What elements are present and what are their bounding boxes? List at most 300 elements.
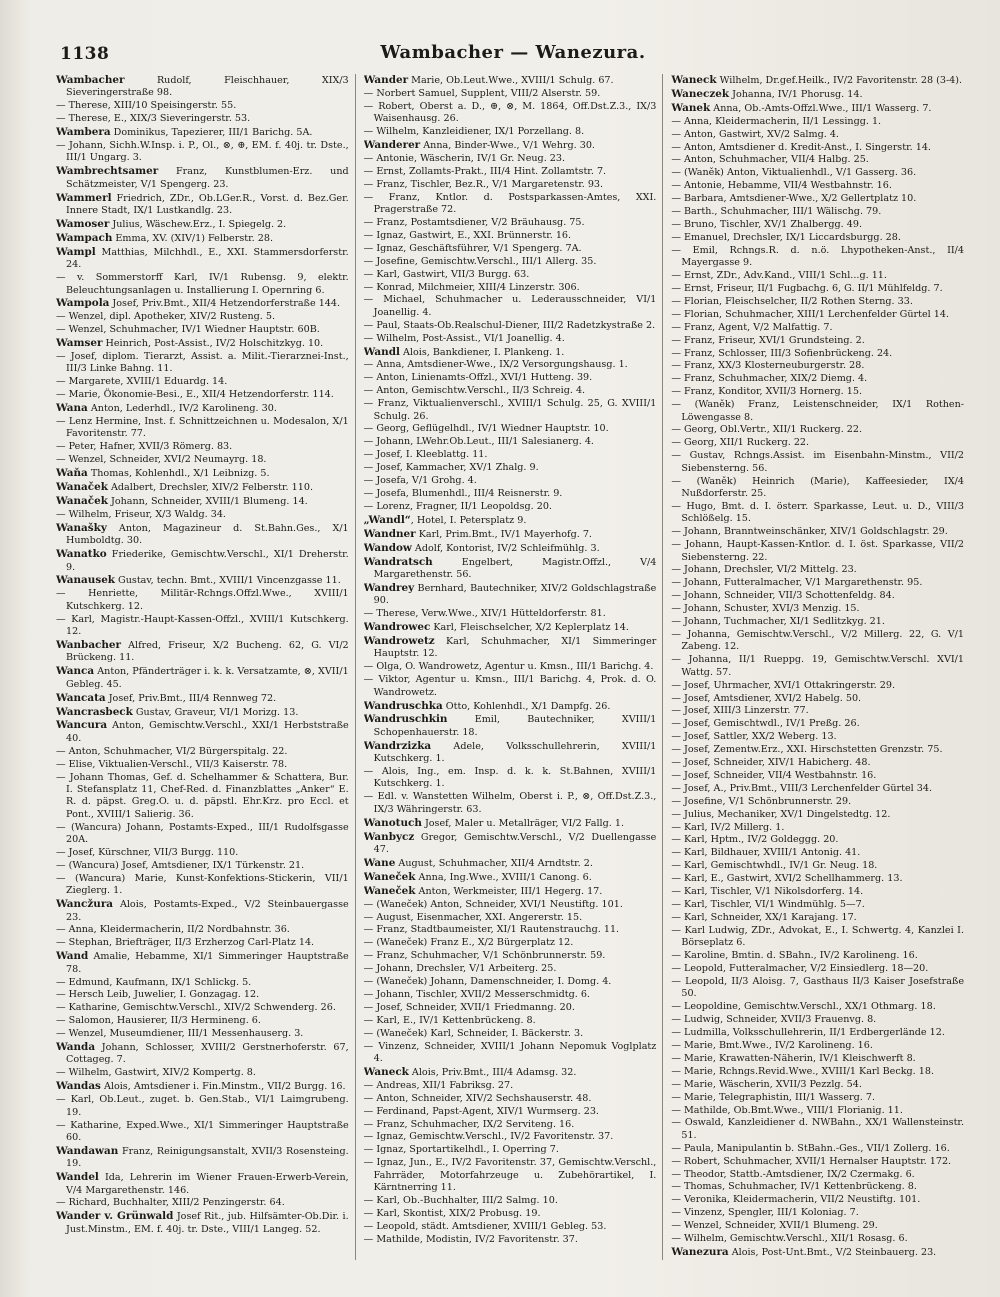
directory-entry <box>364 661 657 673</box>
entry-text: — Emil, Rchngs.R. d. n.ö. Lhypotheken-Anst., II/4 Mayergasse 9. <box>671 244 965 269</box>
entry-surname: Wandner <box>363 527 416 540</box>
directory-entry <box>364 899 657 911</box>
directory-entry <box>56 402 349 415</box>
directory-entry <box>56 74 349 100</box>
entry-text: — Oswald, Kanzleidiener d. NWBahn., XX/1 Wallensteinstr. 51. <box>671 1117 965 1141</box>
directory-entry <box>56 977 349 989</box>
directory-entry <box>56 706 349 719</box>
entry-text: — Henriette, Militär-Rchngs.Offzl.Wwe., XVIII/1 Kutschkerg. 12. <box>56 588 349 612</box>
entry-text: — Franz, Viktualienverschl., XVIII/1 Schulg. 25, G. XVIII/1 Schulg. 26. <box>363 398 657 422</box>
entry-text: — Andreas, XII/1 Fabriksg. 27. <box>363 1079 514 1091</box>
directory-entry <box>364 1144 657 1156</box>
directory-entry <box>364 256 657 268</box>
entry-surname: Wancura <box>56 719 108 732</box>
directory-entry <box>671 1220 964 1232</box>
entry-text: — Therese, Verw.Wwe., XIV/1 Hütteldorferstr. 81. <box>363 608 606 620</box>
directory-entry <box>671 757 964 769</box>
entry-surname: Waneček <box>363 884 416 897</box>
directory-entry <box>671 206 964 218</box>
entry-text: — (Waneček) Franz E., X/2 Bürgerplatz 12. <box>363 937 574 949</box>
entry-text: — Florian, Fleischselcher, II/2 Rothen Sterng. 33. <box>671 295 913 307</box>
entry-text: — Wenzel, Museumdiener, III/1 Messenhauserg. 3. <box>56 1028 304 1040</box>
directory-entry <box>364 791 657 816</box>
directory-entry <box>671 590 964 602</box>
directory-entry <box>671 373 964 385</box>
entry-surname: Wandrzizka <box>363 739 432 752</box>
entry-text: — Josef, Amtsdiener, XVI/2 Habelg. 50. <box>671 692 862 704</box>
entry-text: — Johann, Tischler, XVII/2 Messerschmidtg. 6. <box>363 988 590 1000</box>
directory-entry <box>671 886 964 898</box>
entry-text: Karl, Prim.Bmt., IV/1 Mayerhofg. 7. <box>415 528 592 540</box>
entry-surname: Wancata <box>56 691 106 704</box>
directory-entry <box>364 230 657 242</box>
entry-text: — Franz, Schuhmacher, IX/2 Serviteng. 16. <box>363 1118 575 1130</box>
directory-entry <box>56 337 349 350</box>
entry-text: Johanna, IV/1 Phorusg. 14. <box>729 88 863 100</box>
directory-entry <box>364 333 657 345</box>
entry-text: — Johann, Schneider, VII/3 Schottenfeldg. 84. <box>671 590 895 602</box>
entry-text: — Franz, Agent, V/2 Malfattig. 7. <box>671 321 833 333</box>
entry-text: — Anton, Amtsdiener d. Kredit-Anst., I. Singerstr. 14. <box>671 141 931 153</box>
entry-surname: Wanatko <box>56 548 107 561</box>
directory-entry <box>56 665 349 691</box>
directory-entry <box>364 989 657 1001</box>
entry-text: — Florian, Schuhmacher, XIII/1 Lerchenfelder Gürtel 14. <box>671 308 950 320</box>
directory-entry <box>56 495 349 508</box>
directory-entry <box>56 522 349 548</box>
directory-entry <box>56 746 349 758</box>
entry-text: — Stephan, Briefträger, II/3 Erzherzog Carl-Platz 14. <box>56 937 315 949</box>
directory-entry <box>56 324 349 336</box>
entry-surname: Wancrasbeck <box>56 705 133 718</box>
directory-entry <box>671 309 964 321</box>
directory-entry <box>364 475 657 487</box>
entry-text: — Wenzel, dipl. Apotheker, XIV/2 Rusteng. 5. <box>56 311 276 323</box>
entry-text: — Franz, Konditor, XVII/3 Hornerg. 15. <box>671 386 863 398</box>
entry-text: — Robert, Schuhmacher, XVII/1 Hernalser Hauptstr. 172. <box>671 1155 952 1167</box>
entry-text: Franz, Reinigungsanstalt, XVII/3 Rosensteing. 19. <box>66 1145 349 1170</box>
directory-entry <box>671 796 964 808</box>
directory-entry <box>671 219 964 231</box>
entry-text: — Karl, Bildhauer, XVIII/1 Antonig. 41. <box>671 847 861 859</box>
entry-text: — Josef, Uhrmacher, XVI/1 Ottakringerstr. 29. <box>671 679 895 691</box>
entry-text: — Leopold, Futteralmacher, V/2 Einsiedlerg. 18—20. <box>671 963 929 975</box>
entry-text: — Johann, LWehr.Ob.Leut., III/1 Salesianerg. 4. <box>363 436 594 448</box>
entry-text: Anna, Ob.-Amts-Offzl.Wwe., III/1 Wasserg. 7. <box>710 102 932 114</box>
entry-text: — Anton, Linienamts-Offzl., XVI/1 Hutteng. 39. <box>363 372 593 384</box>
entry-text: Franz, Kunstblumen-Erz. und Schätzmeister, V/1 Spengerg. 23. <box>66 166 349 190</box>
directory-entry <box>671 1079 964 1091</box>
directory-entry <box>364 556 657 582</box>
directory-entry <box>364 528 657 541</box>
entry-text: Julius, Wäschew.Erz., I. Spiegelg. 2. <box>109 218 287 230</box>
entry-text: — Franz, Friseur, XVI/1 Grundsteing. 2. <box>671 334 865 346</box>
entry-text: — August, Eisenmacher, XXI. Angererstr. 15. <box>363 911 583 923</box>
entry-text: — Theodor, Stattb.-Amtsdiener, IX/2 Czermakg. 6. <box>671 1168 915 1180</box>
entry-text: Alfred, Friseur, X/2 Bucheng. 62, G. VI/2 Brückeng. 11. <box>66 639 349 664</box>
entry-surname: Waneczek <box>671 87 730 100</box>
entry-text: Karl, Schuhmacher, XI/1 Simmeringer Hauptstr. 12. <box>373 635 657 660</box>
entry-text: August, Schuhmacher, XII/4 Arndtstr. 2. <box>395 857 593 869</box>
directory-entry <box>56 272 349 297</box>
entry-text: — Ludmilla, Volksschullehrerin, II/1 Erdbergerlände 12. <box>671 1027 945 1039</box>
entry-text: Gregor, Gemischtw.Verschl., V/2 Duellengasse 47. <box>373 831 657 855</box>
directory-entry <box>671 167 964 179</box>
entry-text: — Wilhelm, Post-Assist., VI/1 Joanellig. 4. <box>363 332 565 344</box>
directory-entry <box>364 674 657 699</box>
directory-entry <box>56 719 349 745</box>
directory-entry <box>364 166 657 178</box>
directory-entry <box>671 718 964 730</box>
directory-entry <box>56 100 349 112</box>
directory-entry <box>364 542 657 555</box>
directory-entry <box>671 834 964 846</box>
directory-entry <box>671 424 964 436</box>
entry-text: — Karl, Ob.Leut., zuget. b. Gen.Stab., VI/1 Laimgrubeng. 19. <box>56 1094 349 1118</box>
directory-entry <box>364 372 657 384</box>
entry-text: — Paula, Manipulantin b. StBahn.-Ges., VII/1 Zollerg. 16. <box>671 1142 950 1154</box>
entry-surname: Wammerl <box>56 191 112 204</box>
entry-text: — Franz, Tischler, Bez.R., V/1 Margaretenstr. 93. <box>363 178 604 190</box>
directory-entry <box>364 912 657 924</box>
entry-text: — Franz, Schlosser, III/3 Sofienbrückeng. 24. <box>671 347 893 359</box>
directory-entry <box>364 1093 657 1105</box>
directory-entry <box>364 1066 657 1079</box>
directory-entry <box>56 246 349 272</box>
directory-entry <box>671 1014 964 1026</box>
entry-text: Friedrich, ZDr., Ob.LGer.R., Vorst. d. Bez.Ger. Innere Stadt, IX/1 Lustkandlg. 23. <box>66 192 349 217</box>
directory-entry <box>364 1157 657 1194</box>
entry-surname: Waneck <box>671 74 717 86</box>
directory-entry <box>364 635 657 661</box>
directory-entry <box>671 102 964 115</box>
entry-surname: Wanezura <box>671 1245 729 1258</box>
entry-text: — Karl, Hptm., IV/2 Goldeggg. 20. <box>671 834 839 846</box>
directory-entry <box>671 705 964 717</box>
entry-text: — Anton, Gemischtw.Verschl., II/3 Schreig. 4. <box>363 385 586 397</box>
directory-entry <box>671 1117 964 1142</box>
entry-text: — Edl. v. Wanstetten Wilhelm, Oberst i. P., ⊗, Off.Dst.Z.3., IX/3 Währingerstr. 63. <box>363 791 657 815</box>
entry-text: — Wenzel, Schneider, XVI/2 Neumayrg. 18. <box>56 454 267 466</box>
directory-entry <box>56 454 349 466</box>
entry-text: Josef, Priv.Bmt., III/4 Rennweg 72. <box>105 692 277 704</box>
directory-entry <box>364 74 657 87</box>
directory-entry <box>364 436 657 448</box>
entry-text: — Josef, Schneider, XVII/1 Friedmanng. 20. <box>363 1001 575 1013</box>
directory-entry <box>56 140 349 165</box>
entry-text: — Mathilde, Modistin, IV/2 Favoritenstr. 37. <box>363 1233 578 1245</box>
entry-text: Bernhard, Bautechniker, XIV/2 Goldschlagstraße 90. <box>373 582 657 607</box>
directory-entry <box>56 481 349 494</box>
directory-entry <box>364 700 657 713</box>
directory-entry <box>56 218 349 231</box>
entry-surname: Wanausek <box>56 574 115 587</box>
directory-entry <box>671 925 964 950</box>
directory-entry <box>671 1066 964 1078</box>
entry-surname: Wanotuch <box>363 816 422 829</box>
entry-text: Matthias, Milchhdl., E., XXI. Stammersdorferstr. 24. <box>66 246 349 271</box>
entry-text: — Ernst, ZDr., Adv.Kand., VIII/1 Schl...g. 11. <box>671 270 887 282</box>
directory-entry <box>56 1171 349 1197</box>
directory-entry <box>56 759 349 771</box>
directory-entry <box>671 1053 964 1065</box>
directory-entry <box>671 1040 964 1052</box>
entry-text: — Leopold, II/3 Aloisg. 7, Gasthaus II/3 Kaiser Josefstraße 50. <box>671 975 965 1000</box>
page-header <box>56 40 970 74</box>
entry-surname: Wandas <box>56 1080 101 1093</box>
directory-entry <box>364 462 657 474</box>
directory-entry <box>364 1028 657 1040</box>
directory-entry <box>56 351 349 376</box>
directory-entry <box>671 245 964 270</box>
entry-text: — Karl, Skontist, XIX/2 Probusg. 19. <box>363 1207 541 1219</box>
entry-text: — Mathilde, Ob.Bmt.Wwe., VIII/1 Florianig. 11. <box>671 1104 903 1116</box>
entry-text: — Katharine, Exped.Wwe., XI/1 Simmeringer Hauptstraße 60. <box>56 1119 349 1143</box>
directory-entry <box>364 608 657 620</box>
entry-text: — Franz, XX/3 Klosterneuburgerstr. 28. <box>671 360 865 372</box>
directory-entry <box>56 1041 349 1067</box>
entry-text: — Josef, Zementw.Erz., XXI. Hirschstetten Grenzstr. 75. <box>671 744 943 756</box>
directory-entry <box>671 564 964 576</box>
entry-text: Friederike, Gemischtw.Verschl., XI/1 Dreherstr. 9. <box>66 549 349 573</box>
directory-entry <box>671 539 964 564</box>
directory-entry <box>56 1197 349 1209</box>
directory-entry <box>671 335 964 347</box>
entry-text: — Ferdinand, Papst-Agent, XIV/1 Wurmserg. 23. <box>363 1105 599 1117</box>
directory-entry <box>671 616 964 628</box>
directory-entry <box>671 232 964 244</box>
directory-entry <box>56 1015 349 1027</box>
entry-surname: Wandrey <box>363 581 415 594</box>
entry-text: — Bruno, Tischler, XV/1 Zhalbergg. 49. <box>671 218 862 230</box>
entry-text: — Josef, Kürschner, VII/3 Burgg. 110. <box>56 846 239 858</box>
directory-entry <box>671 783 964 795</box>
entry-text: Anton, Lederhdl., IV/2 Karolineng. 30. <box>87 403 277 415</box>
entry-text: — Josef, A., Priv.Bmt., VIII/3 Lerchenfelder Gürtel 34. <box>671 782 932 794</box>
directory-entry <box>364 294 657 319</box>
directory-entry <box>364 1002 657 1014</box>
directory-entry <box>56 548 349 574</box>
entry-surname: Wanek <box>671 101 711 114</box>
entry-surname: Wampl <box>56 245 96 258</box>
directory-entry <box>364 217 657 229</box>
entry-text: — Karl Ludwig, ZDr., Advokat, E., I. Schwertg. 4, Kanzlei I. Börseplatz 6. <box>671 924 965 949</box>
column-middle <box>364 74 664 1260</box>
entry-text: — Franz, Schuhmacher, V/1 Schönbrunnerstr. 59. <box>363 950 606 962</box>
entry-text: — Josef, Sattler, XX/2 Weberg. 13. <box>671 731 837 743</box>
directory-entry <box>56 1067 349 1079</box>
directory-entry <box>56 639 349 665</box>
directory-entry <box>56 467 349 480</box>
directory-entry <box>56 937 349 949</box>
directory-entry <box>364 359 657 371</box>
entry-text: — (Wancura) Johann, Postamts-Exped., III/1 Rudolfsgasse 20A. <box>56 821 349 846</box>
directory-entry <box>671 74 964 87</box>
entry-surname: Wanbacher <box>56 638 122 651</box>
entry-text: — Karl, E., IV/1 Kettenbrückeng. 8. <box>363 1014 536 1026</box>
directory-entry <box>671 629 964 654</box>
entry-text: — Antonie, Wäscherin, IV/1 Gr. Neug. 23. <box>363 152 566 164</box>
directory-entry <box>56 1002 349 1014</box>
running-head: Wambacher — Wanezura. <box>380 42 646 63</box>
entry-text: — Ignaz, Geschäftsführer, V/1 Spengerg. 7A. <box>363 242 582 254</box>
directory-entry <box>671 437 964 449</box>
directory-entry <box>364 269 657 281</box>
entry-text: — Anton, Schneider, XIV/2 Sechshauserstr. 48. <box>363 1092 592 1104</box>
directory-entry <box>671 180 964 192</box>
directory-entry <box>671 348 964 360</box>
entry-text: — Marie, Rchngs.Revid.Wwe., XVIII/1 Karl Beckg. 18. <box>671 1065 935 1077</box>
entry-text: — Wilhelm, Gastwirt, XIV/2 Kompertg. 8. <box>56 1067 256 1079</box>
entry-text: — Josef, Kammacher, XV/1 Zhalg. 9. <box>363 462 539 474</box>
directory-entry <box>671 1194 964 1206</box>
entry-text: — Karl, Gemischtwhdl., IV/1 Gr. Neug. 18. <box>671 860 878 872</box>
entry-text: Adolf, Kontorist, IV/2 Schleifmühlg. 3. <box>411 542 600 554</box>
entry-text: Emma, XV. (XIV/1) Felberstr. 28. <box>112 232 273 244</box>
directory-entry <box>56 574 349 587</box>
entry-text: Johann, Schneider, XVIII/1 Blumeng. 14. <box>107 496 308 507</box>
entry-text: — Peter, Hafner, XVII/3 Römerg. 83. <box>56 441 233 453</box>
directory-entry <box>364 976 657 988</box>
entry-text: — Leopold, städt. Amtsdiener, XVIII/1 Gebleg. 53. <box>363 1220 607 1232</box>
entry-text: — Salomon, Hausierer, II/3 Hermineng. 6. <box>56 1015 261 1027</box>
directory-entry <box>56 113 349 125</box>
entry-text: — Alois, Ing., em. Insp. d. k. k. St.Bahnen, XVIII/1 Kutschkerg. 1. <box>363 766 657 790</box>
directory-entry <box>671 1246 964 1259</box>
entry-text: — Karl, E., Gastwirt, XVI/2 Schellhammerg. 13. <box>671 873 903 885</box>
directory-entry <box>671 386 964 398</box>
directory-entry <box>56 389 349 401</box>
directory-entry <box>671 577 964 589</box>
directory-entry <box>56 924 349 936</box>
entry-text: — Josefine, V/1 Schönbrunnerstr. 29. <box>671 795 852 807</box>
entry-text: — Johanna, II/1 Rueppg. 19, Gemischtw.Verschl. XVI/1 Wattg. 57. <box>671 654 965 678</box>
directory-entry <box>671 847 964 859</box>
directory-entry <box>671 1181 964 1193</box>
directory-entry <box>364 871 657 884</box>
entry-text: — Ignaz, Sportartikelhdl., I. Operring 7. <box>363 1144 559 1156</box>
entry-text: — Paul, Staats-Ob.Realschul-Diener, III/2 Radetzkystraße 2. <box>363 319 656 331</box>
directory-entry <box>364 937 657 949</box>
entry-text: Alois, Priv.Bmt., III/4 Adamsg. 32. <box>408 1066 577 1078</box>
directory-entry <box>364 831 657 857</box>
entry-text: Dominikus, Tapezierer, III/1 Barichg. 5A. <box>110 127 313 139</box>
directory-entry <box>671 899 964 911</box>
entry-text: Anna, Ing.Wwe., XVIII/1 Canong. 6. <box>415 871 592 883</box>
entry-text: — Gustav, Rchngs.Assist. im Eisenbahn-Minstm., VII/2 Siebensterng. 56. <box>671 450 965 474</box>
directory-entry <box>671 770 964 782</box>
entry-text: — Josef, Schneider, VII/4 Westbahnstr. 16. <box>671 769 877 781</box>
directory-entry <box>56 588 349 613</box>
directory-entry <box>671 1143 964 1155</box>
entry-text: — Ignaz, Gastwirt, E., XXI. Brünnerstr. 16. <box>363 229 572 241</box>
directory-entry <box>364 243 657 255</box>
entry-text: — Vinzenz, Spengler, III/1 Koloniag. 7. <box>671 1207 859 1219</box>
directory-entry <box>364 514 657 527</box>
directory-entry <box>364 963 657 975</box>
entry-text: Johann, Schlosser, XVIII/2 Gerstnerhoferstr. 67, Cottageg. 7. <box>66 1042 349 1066</box>
entry-text: — Michael, Schuhmacher u. Lederausschneider, VI/1 Joanellig. 4. <box>363 294 657 318</box>
directory-entry <box>671 731 964 743</box>
directory-entry <box>364 282 657 294</box>
directory-entry <box>364 88 657 100</box>
entry-text: Karl, Fleischselcher, X/2 Keplerplatz 14. <box>430 622 629 634</box>
entry-text: , Hotel, I. Petersplatz 9. <box>410 514 527 526</box>
entry-text: — Marie, Wäscherin, XVII/3 Pezzlg. 54. <box>671 1078 862 1090</box>
entry-surname: Wamoser <box>56 217 110 230</box>
entry-text: Thomas, Kohlenhdl., X/1 Leibnizg. 5. <box>87 468 270 480</box>
entry-surname: Wandruschka <box>363 699 443 712</box>
directory-entry <box>364 621 657 634</box>
entry-text: — (Waneček) Anton, Schneider, XVI/1 Neustiftg. 101. <box>363 898 623 910</box>
entry-text: — Marie, Ökonomie-Besi., E., XII/4 Hetzendorferstr. 114. <box>56 389 334 401</box>
directory-entry <box>364 766 657 791</box>
directory-entry <box>364 101 657 126</box>
entry-text: — Wilhelm, Friseur, X/3 Waldg. 34. <box>56 508 226 520</box>
directory-entry <box>364 1234 657 1246</box>
entry-surname: Waňa <box>56 467 88 480</box>
directory-entry <box>671 526 964 538</box>
entry-text: Josef, Maler u. Metallräger, VI/2 Fallg. 1. <box>421 817 624 829</box>
entry-surname: Wampach <box>56 231 113 244</box>
directory-entry <box>364 582 657 608</box>
directory-entry <box>56 898 349 924</box>
entry-text: — Josefa, V/1 Grohg. 4. <box>363 475 477 487</box>
entry-text: — Marie, Telegraphistin, III/1 Wasserg. 7. <box>671 1091 876 1103</box>
entry-text: — Norbert Samuel, Supplent, VIII/2 Alserstr. 59. <box>363 87 601 99</box>
entry-text: — Julius, Mechaniker, XV/1 Dingelstedtg. 12. <box>671 808 891 820</box>
entry-surname: Waneck <box>363 1065 409 1078</box>
entry-text: Anna, Binder-Wwe., V/1 Wehrg. 30. <box>420 140 595 152</box>
directory-entry <box>364 924 657 936</box>
entry-text: — Edmund, Kaufmann, IX/1 Schlickg. 5. <box>56 976 252 988</box>
entry-surname: „Wandl“ <box>363 513 411 526</box>
directory-entry <box>364 1080 657 1092</box>
entry-text: Engelbert, Magistr.Offzl., V/4 Margarethenstr. 56. <box>373 556 657 580</box>
directory-entry <box>671 680 964 692</box>
directory-entry <box>671 476 964 501</box>
entry-text: Alois, Post-Unt.Bmt., V/2 Steinbauerg. 23. <box>728 1246 937 1258</box>
entry-surname: Wandl <box>363 345 400 358</box>
directory-entry <box>56 989 349 1001</box>
entry-text: — Katharine, Gemischtw.Verschl., XIV/2 Schwenderg. 26. <box>56 1002 336 1014</box>
entry-text: — Konrad, Milchmeier, XIII/4 Linzerstr. 306. <box>363 281 580 293</box>
directory-entry <box>364 857 657 870</box>
directory-entry <box>671 193 964 205</box>
entry-text: — Barbara, Amtsdiener-Wwe., X/2 Gellertplatz 10. <box>671 193 917 205</box>
entry-text: — Anna, Amtsdiener-Wwe., IX/2 Versorgungshausg. 1. <box>363 359 628 371</box>
directory-entry <box>56 1210 349 1236</box>
entry-text: Emil, Bautechniker, XVIII/1 Schopenhauerstr. 18. <box>373 714 657 738</box>
entry-text: — Josef, Schneider, XIV/1 Habicherg. 48. <box>671 757 871 769</box>
directory-entry <box>364 817 657 830</box>
directory-entry <box>364 501 657 513</box>
directory-entry <box>671 154 964 166</box>
entry-text: — Josefine, Gemischtw.Verschl., III/1 Allerg. 35. <box>363 255 597 267</box>
directory-entry <box>56 847 349 859</box>
entry-surname: Wanda <box>56 1041 96 1054</box>
directory-entry <box>364 153 657 165</box>
entry-surname: Wambera <box>56 126 111 139</box>
entry-text: Amalie, Hebamme, XI/1 Simmeringer Hauptstraße 78. <box>66 951 349 975</box>
entry-text: — (Wancura) Marie, Kunst-Konfektions-Stickerin, VII/1 Zieglerg. 1. <box>56 872 349 897</box>
directory-entry <box>671 1233 964 1245</box>
directory-entry <box>671 501 964 526</box>
entry-text: — Vinzenz, Schneider, XVIII/1 Johann Nepomuk Voglplatz 4. <box>363 1040 657 1064</box>
entry-text: — Wenzel, Schneider, XVII/1 Blumeng. 29. <box>671 1220 878 1232</box>
entry-surname: Wander v. Grünwald <box>56 1210 174 1223</box>
directory-entry <box>671 860 964 872</box>
